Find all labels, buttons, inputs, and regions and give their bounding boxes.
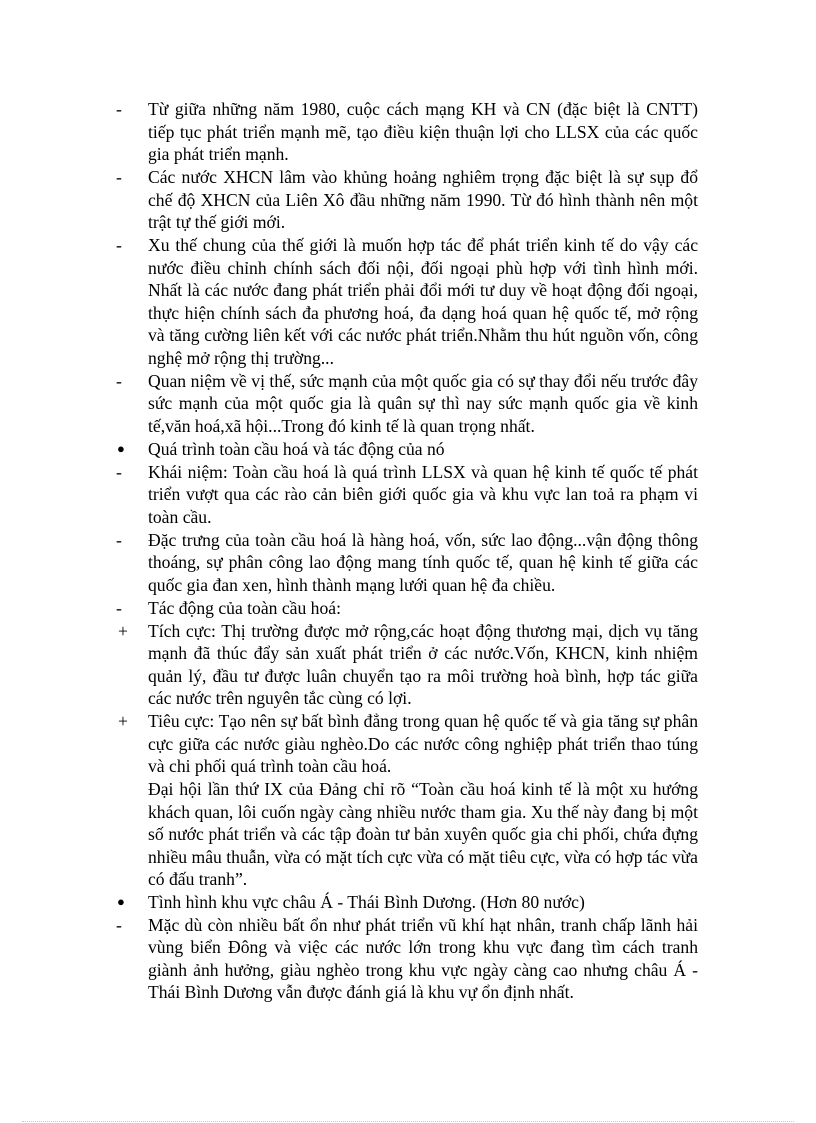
paragraph-text: Tiêu cực: Tạo nên sự bất bình đẳng trong quan hệ quốc tế và gia tăng sự phân cực giữa các nước giàu nghèo.Do các nước công nghiệp phát triển thao túng và chi phối quá trình toàn cầu hoá. (148, 711, 698, 776)
bullet-icon: ● (117, 440, 125, 456)
paragraph-text: Xu thế chung của thế giới là muốn hợp tác để phát triển kinh tế do vậy các nước điều chỉnh chính sách đối nội, đối ngoại phù hợp với tình hình mới. Nhất là các nước đang phát triển phải đổi mới tư duy về hoạt động đối ngoại, thực hiện chính sách đa phương hoá, đa dạng hoá quan hệ quốc tế, mở rộng và tăng cường liên kết với các nước phát triển.Nhằm thu hút nguồn vốn, công nghệ mở rộng thị trường... (148, 235, 698, 368)
list-item-plus (116, 710, 698, 778)
dash-marker: - (116, 529, 122, 550)
paragraph-text: Khái niệm: Toàn cầu hoá là quá trình LLSX và quan hệ kinh tế quốc tế phát triển vượt qua các rào cản biên giới quốc gia và khu vực lan toả ra phạm vi toàn cầu. (148, 461, 698, 527)
paragraph-text: Từ giữa những năm 1980, cuộc cách mạng KH và CN (đặc biệt là CNTT) tiếp tục phát triển mạnh mẽ, tạo điều kiện thuận lợi cho LLSX của các quốc gia phát triển mạnh. (148, 99, 698, 164)
paragraph-text: Tích cực: Thị trường được mở rộng,các hoạt động thương mại, dịch vụ tăng mạnh đã thúc đẩy sản xuất phát triển ở các nước.Vốn, KHCN, kinh nhiệm quản lý, đầu tư được luân chuyển tạo ra môi trường hoà bình, hợp tác giữa các nước trên nguyên tắc cùng có lợi. (148, 620, 698, 708)
bullet-icon: ● (117, 893, 125, 909)
section-heading: Tình hình khu vực châu Á - Thái Bình Dương. (Hơn 80 nước) (148, 891, 585, 912)
quote-paragraph (116, 778, 698, 891)
dash-marker: - (116, 597, 122, 618)
paragraph-text: Đặc trưng của toàn cầu hoá là hàng hoá, vốn, sức lao động...vận động thông thoáng, sự phân công lao động mang tính quốc tế, quan hệ kinh tế giữa các quốc gia đan xen, hình thành mạng lưới quan hệ đa chiều. (148, 529, 698, 595)
list-item-dash (116, 98, 698, 166)
list-item-dash (116, 461, 698, 529)
section-heading: Quá trình toàn cầu hoá và tác động của nó (148, 438, 445, 459)
paragraph-text: Đại hội lần thứ IX của Đảng chỉ rõ “Toàn cầu hoá kinh tế là một xu hướng khách quan, lôi cuốn ngày càng nhiều nước tham gia. Xu thế này đang bị một số nước phát triển và các tập đoàn tư bản xuyên quốc gia chi phối, chứa đựng nhiều mâu thuẫn, vừa có mặt tích cực vừa có mặt tiêu cực, vừa có hợp tác vừa có đấu tranh”. (148, 779, 698, 889)
list-item-bullet-heading (116, 438, 698, 461)
dash-marker: - (116, 235, 122, 255)
list-item-dash (116, 234, 698, 369)
dash-marker: - (116, 461, 122, 482)
paragraph-text: Các nước XHCN lâm vào khủng hoảng nghiêm trọng đặc biệt là sự sụp đổ chế độ XHCN của Liên Xô đầu những năm 1990. Từ đó hình thành nên một trật tự thế giới mới. (148, 167, 698, 232)
list-item-dash (116, 914, 698, 1004)
list-item-dash (116, 166, 698, 234)
paragraph-text: Tác động của toàn cầu hoá: (148, 597, 341, 618)
dash-marker: - (116, 167, 122, 187)
dash-marker: - (116, 370, 122, 391)
dash-marker: - (116, 914, 122, 935)
list-item-plus (116, 620, 698, 710)
document-body (116, 98, 698, 1004)
list-item-dash (116, 370, 698, 438)
dash-marker: - (116, 99, 122, 119)
plus-marker: + (118, 620, 128, 641)
paragraph-text: Mặc dù còn nhiều bất ổn như phát triển vũ khí hạt nhân, tranh chấp lãnh hải vùng biển Đông và việc các nước lớn trong khu vực đang tìm cách tranh giành ảnh hưởng, giàu nghèo trong khu vực ngày càng cao nhưng châu Á - Thái Bình Dương vẫn được đánh giá là khu vự ổn định nhất. (148, 914, 698, 1002)
list-item-dash (116, 529, 698, 597)
page-bottom-divider (22, 1121, 794, 1122)
list-item-bullet-heading (116, 891, 698, 914)
paragraph-text: Quan niệm về vị thế, sức mạnh của một quốc gia có sự thay đổi nếu trước đây sức mạnh của một quốc gia là quân sự thì nay sức mạnh quốc gia về kinh tế,văn hoá,xã hội...Trong đó kinh tế là quan trọng nhất. (148, 370, 698, 436)
plus-marker: + (118, 711, 128, 731)
list-item-dash (116, 597, 698, 620)
